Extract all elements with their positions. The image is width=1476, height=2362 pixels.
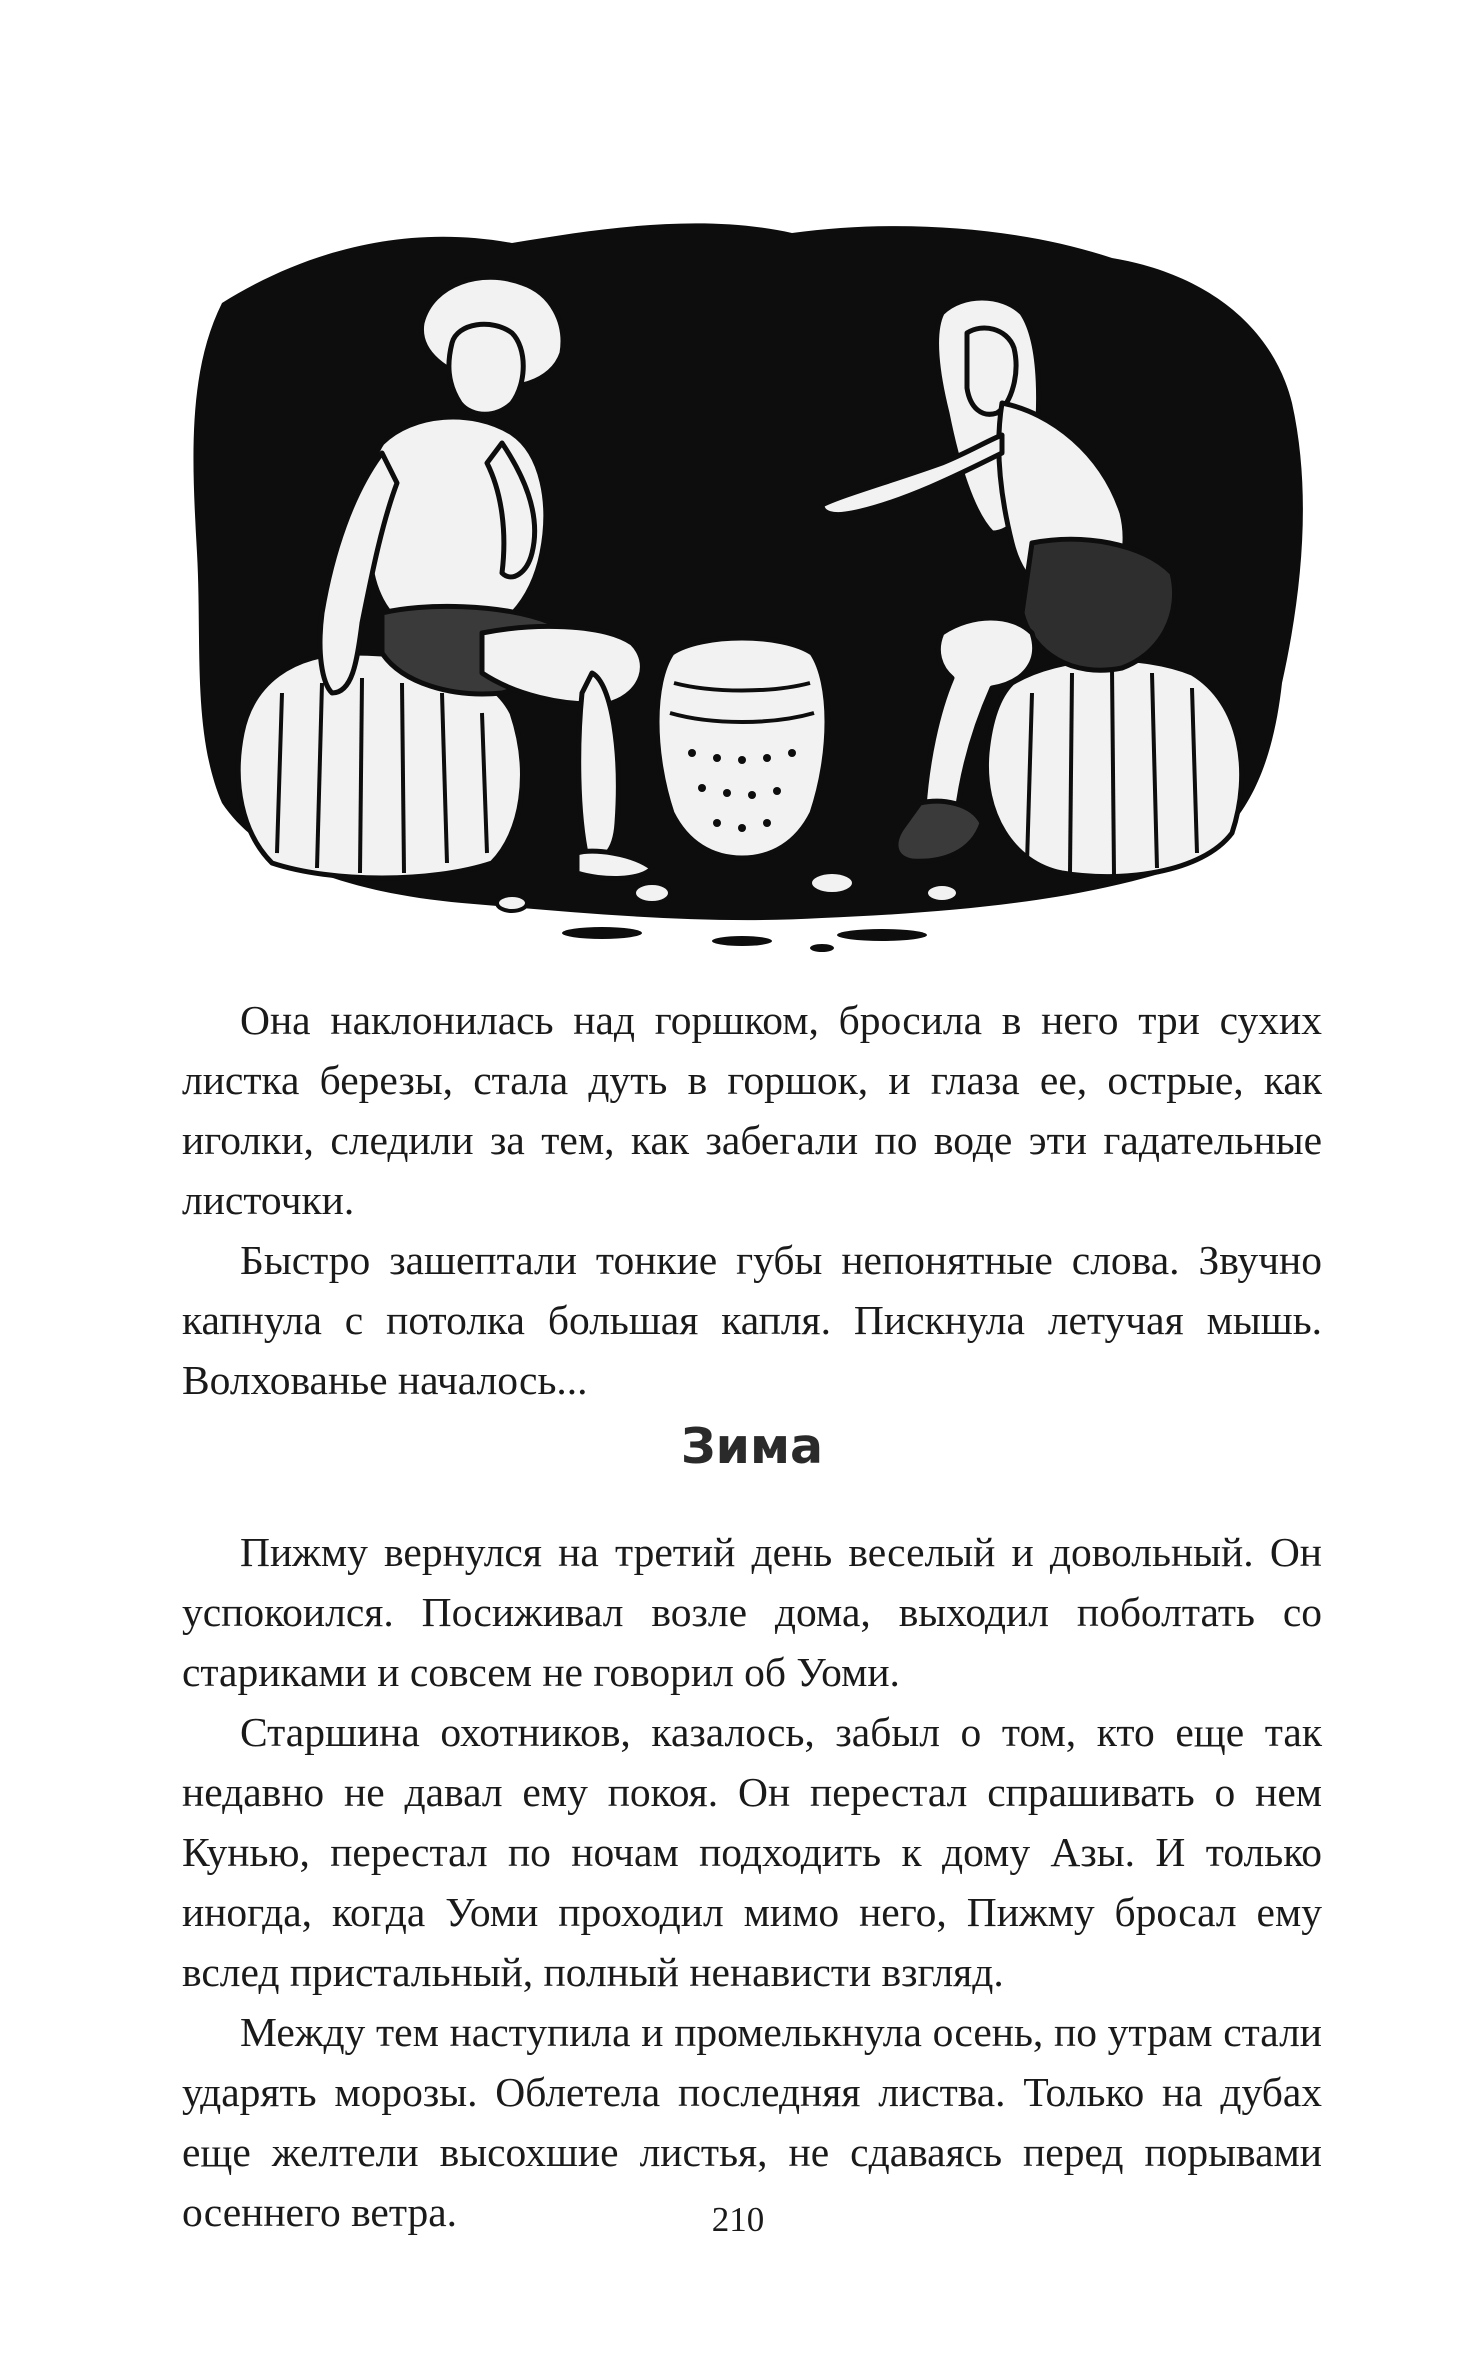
paragraph: Пижму вернулся на третий день веселый и довольный. Он успокоился. Посиживал возле дома, выходил поболтать со стариками и совсем не говорил об Уоми.	[182, 1529, 1322, 1695]
chapter-title: Зима	[680, 1418, 824, 1475]
text-section-1	[182, 990, 1322, 1410]
clay-pot	[657, 638, 827, 858]
paragraph: Она наклонилась над горшком, бросила в него три сухих листка березы, стала дуть в горшок, и глаза ее, острые, как иголки, следили за тем, как забегали по воде эти гадательные листочки.	[182, 997, 1322, 1223]
page-number: 210	[711, 2200, 765, 2239]
ground-debris	[562, 927, 927, 952]
cave-scene-illustration	[182, 213, 1322, 953]
text-section-2	[182, 1522, 1322, 2242]
paragraph: Старшина охотников, казалось, забыл о том, кто еще так недавно не давал ему покоя. Он перестал спрашивать о нем Кунью, перестал по ночам подходить к дому Азы. И только иногда, когда Уоми проходил мимо него, Пижму бросал ему вслед пристальный, полный ненависти взгляд.	[182, 1709, 1322, 1995]
paragraph: Между тем наступила и промелькнула осень, по утрам стали ударять морозы. Облетела последняя листва. Только на дубах еще желтели высохшие листья, не сдаваясь перед порывами осеннего ветра.	[182, 2009, 1322, 2235]
paragraph: Быстро зашептали тонкие губы непонятные слова. Звучно капнула с потолка большая капля. Пискнула летучая мышь. Волхованье началось...	[182, 1237, 1322, 1403]
